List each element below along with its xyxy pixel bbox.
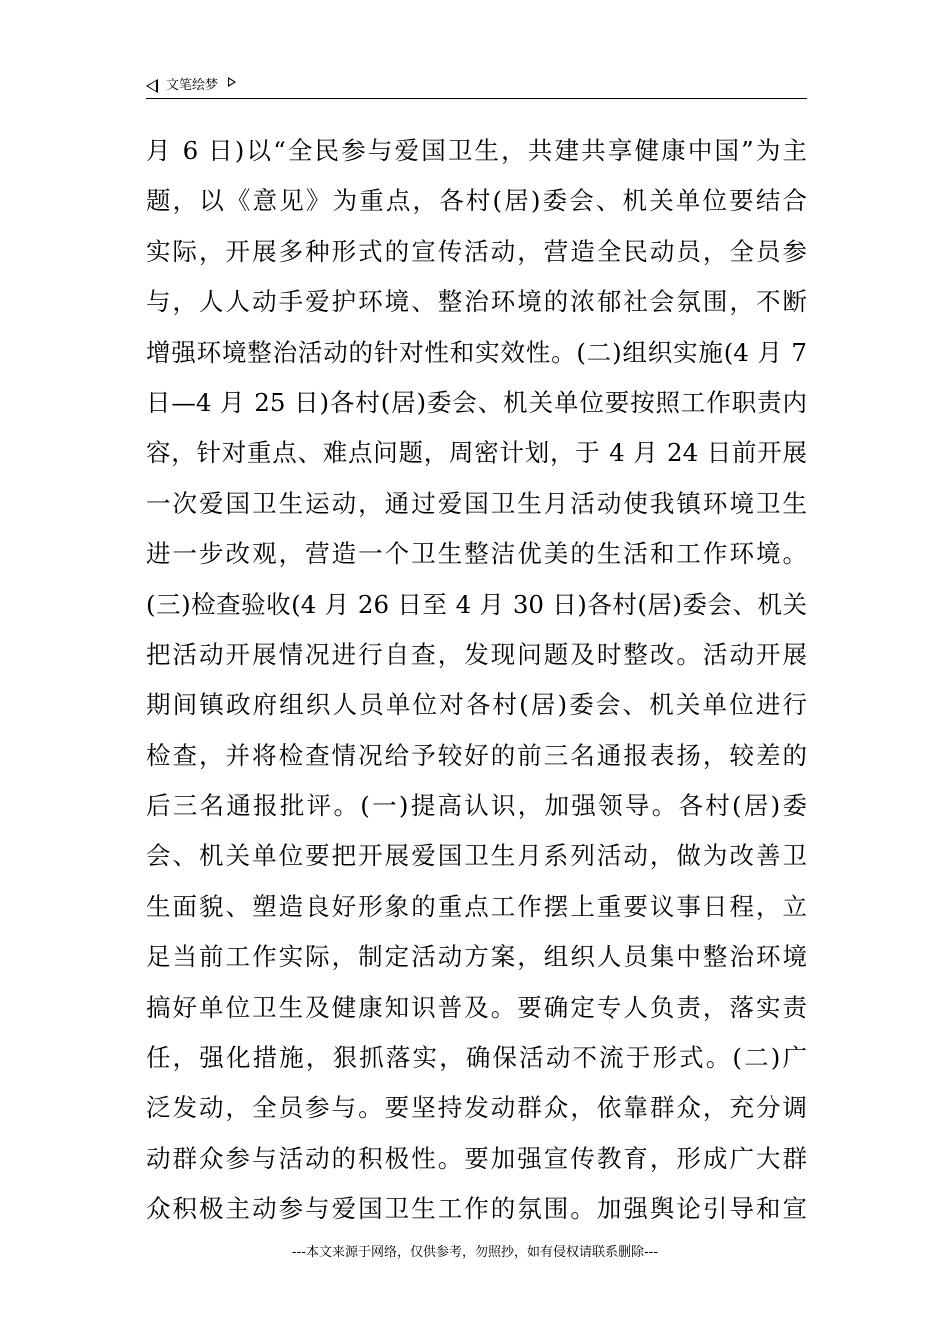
text-line: 与，人人动手爱护环境、整治环境的浓郁社会氛围，不断 — [146, 287, 807, 317]
text-line: 增强环境整治活动的针对性和实效性。(二)组织实施(4 月 7 — [146, 337, 807, 367]
text-line: 容，针对重点、难点问题，周密计划，于 4 月 24 日前开展 — [146, 438, 807, 468]
document-body — [146, 126, 807, 1235]
text-line: 会、机关单位要把开展爱国卫生月系列活动，做为改善卫 — [146, 841, 807, 871]
text-line: 期间镇政府组织人员单位对各村(居)委会、机关单位进行 — [146, 690, 807, 720]
text-line: 题，以《意见》为重点，各村(居)委会、机关单位要结合 — [146, 186, 807, 216]
text-line: 实际，开展多种形式的宣传活动，营造全民动员，全员参 — [146, 236, 807, 266]
text-line: 月 6 日)以“全民参与爱国卫生，共建共享健康中国”为主 — [146, 136, 807, 165]
text-line: 众积极主动参与爱国卫生工作的氛围。加强舆论引导和宣 — [146, 1194, 807, 1224]
text-line: 检查，并将检查情况给予较好的前三名通报表扬，较差的 — [146, 740, 807, 770]
right-triangle-icon — [228, 77, 236, 87]
page-header — [146, 72, 807, 99]
text-line: 生面貌、塑造良好形象的重点工作摆上重要议事日程，立 — [146, 891, 807, 921]
text-line: 日—4 月 25 日)各村(居)委会、机关单位要按照工作职责内 — [146, 387, 807, 417]
text-line: 把活动开展情况进行自查，发现问题及时整改。活动开展 — [146, 639, 807, 669]
text-line: 泛发动，全员参与。要坚持发动群众，依靠群众，充分调 — [146, 1093, 807, 1123]
text-line: 足当前工作实际，制定活动方案，组织人员集中整治环境 — [146, 942, 807, 972]
text-line: 一次爱国卫生运动，通过爱国卫生月活动使我镇环境卫生 — [146, 488, 807, 518]
footer-notice: ---本文来源于网络，仅供参考，勿照抄，如有侵权请联系删除--- — [291, 1245, 659, 1260]
text-line: (三)检查验收(4 月 26 日至 4 月 30 日)各村(居)委会、机关 — [146, 589, 807, 619]
header-title: 文笔绘梦 — [166, 78, 219, 93]
header-brand — [146, 78, 236, 94]
text-line: 进一步改观，营造一个卫生整洁优美的生活和工作环境。 — [146, 539, 807, 569]
text-line: 搞好单位卫生及健康知识普及。要确定专人负责，落实责 — [146, 992, 807, 1022]
text-line: 任，强化措施，狠抓落实，确保活动不流于形式。(二)广 — [146, 1043, 807, 1073]
text-line: 动群众参与活动的积极性。要加强宣传教育，形成广大群 — [146, 1143, 807, 1173]
left-triangle-icon — [146, 79, 158, 93]
text-line: 后三名通报批评。(一)提高认识，加强领导。各村(居)委 — [146, 791, 807, 821]
